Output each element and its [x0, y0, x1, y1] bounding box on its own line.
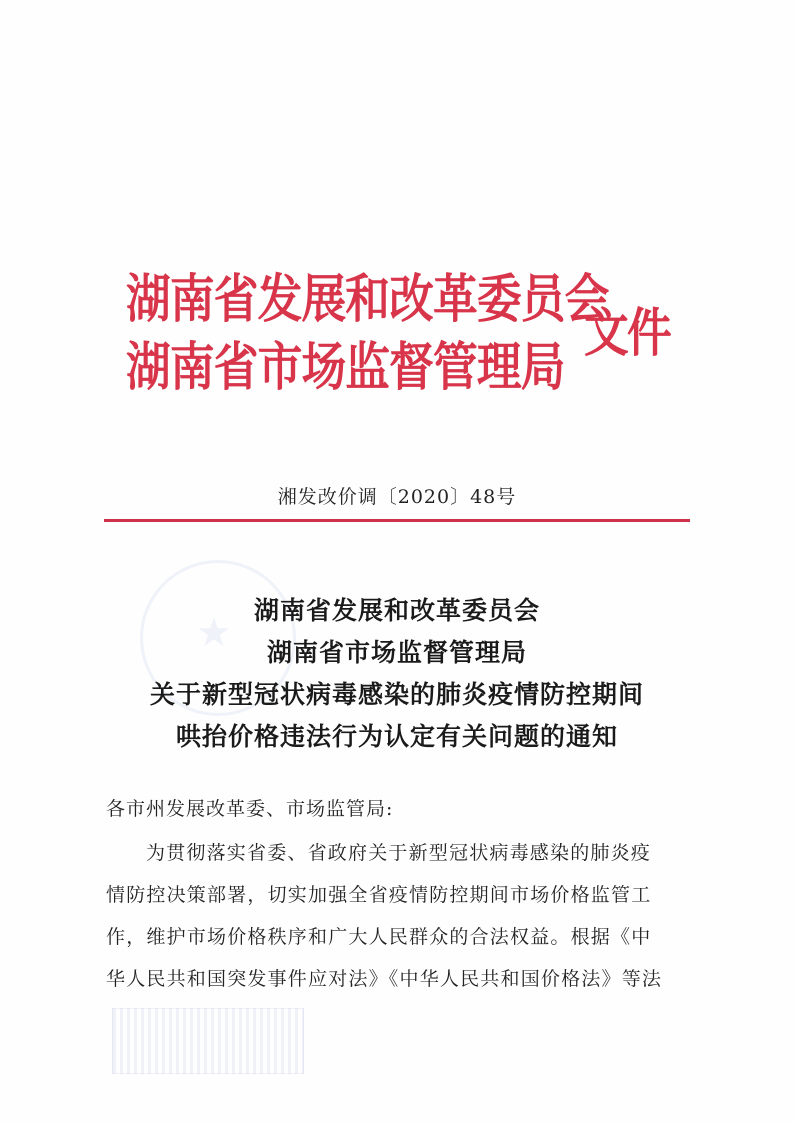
letterhead-issuer-2: 湖南省市场监督管理局	[126, 338, 565, 398]
body-line-2: 情防控决策部署，切实加强全省疫情防控期间市场价格监管工	[106, 884, 652, 906]
letterhead-suffix: 文件	[584, 304, 671, 364]
title-line-2: 湖南省市场监督管理局	[266, 638, 527, 667]
title-line-4: 哄抬价格违法行为认定有关问题的通知	[175, 722, 618, 751]
seal-star-icon: ★	[196, 610, 232, 656]
letterhead-issuer-1: 湖南省发展和改革委员会	[126, 270, 609, 330]
title-line-1: 湖南省发展和改革委员会	[253, 596, 540, 625]
title-line-3: 关于新型冠状病毒感染的肺炎疫情防控期间	[149, 680, 644, 709]
document-number: 湘发改价调〔2020〕48号	[277, 486, 517, 508]
body-line-3: 作，维护市场价格秩序和广大人民群众的合法权益。根据《中	[106, 926, 652, 948]
body-line-1: 为贯彻落实省委、省政府关于新型冠状病毒感染的肺炎疫	[146, 842, 652, 864]
body-line-4: 华人民共和国突发事件应对法》《中华人民共和国价格法》等法	[106, 968, 663, 990]
stamp-watermark	[112, 1008, 304, 1074]
red-divider-rule	[104, 519, 690, 522]
body-paragraph	[106, 832, 691, 1000]
salutation: 各市州发展改革委、市场监管局:	[106, 798, 394, 820]
document-title	[0, 590, 794, 758]
letterhead	[126, 268, 686, 418]
